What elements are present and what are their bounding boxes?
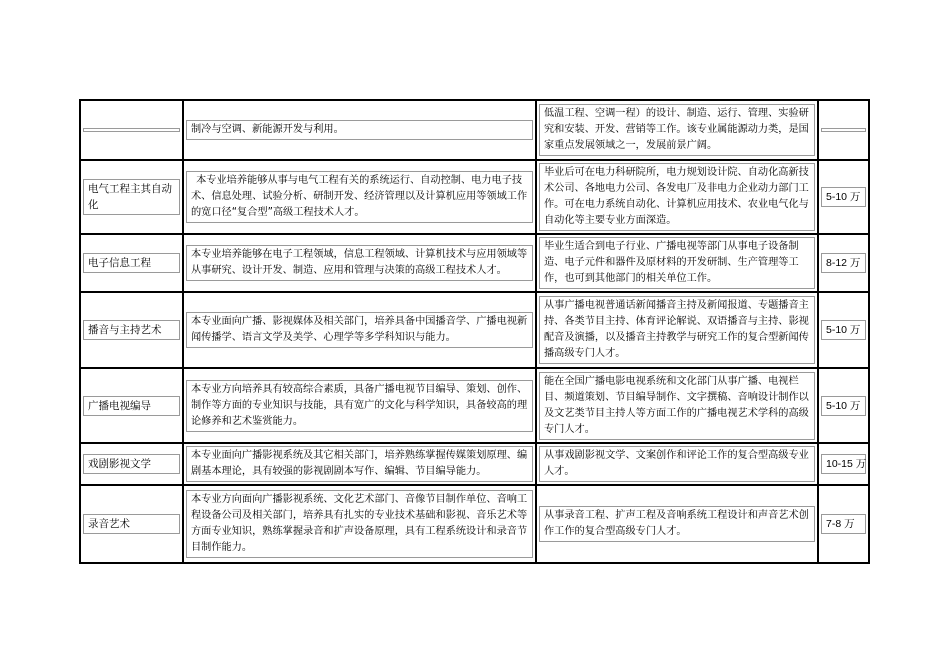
job-text: 从事录音工程、扩声工程及音响系统工程设计和声音艺术创作工作的复合型高级专门人才。 bbox=[544, 510, 809, 537]
salary-text: 8-12 万 bbox=[826, 257, 861, 269]
goal-text: 本专业培养能够在电子工程领域，信息工程领域、计算机技术与应用领域等从事研究、设计开发、制造、应用和管理与决策的高级工程技术人才。 bbox=[191, 249, 528, 276]
table-row bbox=[81, 444, 870, 486]
major-name-cell bbox=[81, 444, 184, 486]
salary-text: 7-8 万 bbox=[826, 518, 855, 530]
salary-text: 5-10 万 bbox=[826, 399, 861, 412]
table-row bbox=[81, 235, 870, 293]
goal-cell bbox=[184, 369, 537, 444]
job-text: 能在全国广播电影电视系统和文化部门从事广播、电视栏目、频道策划、节目编导制作、文字撰稿、音响设计制作以及文艺类节目主持人等方面工作的广播电视艺术学科的高级专门人才。 bbox=[544, 375, 809, 435]
major-name: 录音艺术 bbox=[88, 518, 130, 530]
goal-cell bbox=[184, 486, 537, 564]
goal-cell bbox=[184, 444, 537, 486]
goal-cell bbox=[184, 293, 537, 369]
job-cell bbox=[537, 293, 819, 369]
job-cell bbox=[537, 369, 819, 444]
table-row bbox=[81, 486, 870, 564]
major-name-cell bbox=[81, 235, 184, 293]
table-row bbox=[81, 101, 870, 161]
major-name: 电子信息工程 bbox=[88, 257, 151, 269]
job-cell bbox=[537, 161, 819, 235]
goal-text: 本专业方向面向广播影视系统、文化艺术部门、音像节目制作单位、音响工程设备公司及相关部门，培养具有扎实的专业技术基础和影视、音乐艺术等方面专业知识，熟练掌握录音和扩声设备原理，具有工程系统设计和录音节目制作能力。 bbox=[191, 494, 528, 553]
major-name-cell bbox=[81, 369, 184, 444]
major-name-cell bbox=[81, 486, 184, 564]
salary-text: 10-15 万 bbox=[826, 458, 867, 470]
salary-cell bbox=[819, 293, 870, 369]
majors-table bbox=[79, 99, 870, 564]
salary-text: 5-10 万 bbox=[826, 324, 861, 336]
goal-text: 本专业方向培养具有较高综合素质，具备广播电视节目编导、策划、创作、制作等方面的专业知识与技能，具有宽广的文化与科学知识，具备较高的理论修养和艺术鉴赏能力。 bbox=[191, 383, 528, 427]
salary-cell bbox=[819, 486, 870, 564]
job-text: 低温工程、空调一程）的设计、制造、运行、管理、实验研究和安装、开发、营销等工作。该专业属能源动力类，是国家重点发展领域之一，发展前景广阔。 bbox=[544, 108, 809, 151]
major-name: 广播电视编导 bbox=[88, 399, 151, 412]
job-cell bbox=[537, 235, 819, 293]
job-cell bbox=[537, 444, 819, 486]
salary-cell bbox=[819, 235, 870, 293]
table-row bbox=[81, 161, 870, 235]
salary-cell bbox=[819, 444, 870, 486]
goal-cell bbox=[184, 161, 537, 235]
goal-cell bbox=[184, 235, 537, 293]
major-name: 电气工程主其自动化 bbox=[88, 183, 172, 211]
salary-cell bbox=[819, 369, 870, 444]
goal-text: 本专业面向广播影视系统及其它相关部门，培养熟练掌握传媒策划原理、编剧基本理论，具有较强的影视剧剧本写作、编辑、节目编导能力。 bbox=[191, 450, 528, 477]
major-name: 播音与主持艺术 bbox=[88, 324, 162, 336]
goal-cell bbox=[184, 101, 537, 161]
salary-cell bbox=[819, 101, 870, 161]
goal-text: 本专业培养能够从事与电气工程有关的系统运行、自动控制、电力电子技术、信息处理、试验分析、研制开发、经济管理以及计算机应用等领域工作的宽口径“复合型”高级工程技术人才。 bbox=[191, 175, 528, 218]
major-name-cell bbox=[81, 293, 184, 369]
job-text: 从事广播电视普通话新闻播音主持及新闻报道、专题播音主持、各类节目主持、体育评论解说、双语播音与主持、影视配音及演播，以及播音主持教学与研究工作的复合型新闻传播高级专门人才。 bbox=[544, 300, 809, 359]
salary-cell bbox=[819, 161, 870, 235]
job-text: 毕业后可在电力科研院所，电力规划设计院、自动化高新技术公司、各地电力公司、各发电厂及非电力企业动力部门工作。可在电力系统自动化、计算机应用技术、农业电气化与自动化等主要专业方面深造。 bbox=[544, 167, 809, 226]
salary-text: 5-10 万 bbox=[826, 191, 861, 203]
goal-text: 制冷与空调、新能源开发与利用。 bbox=[191, 124, 344, 135]
job-cell bbox=[537, 101, 819, 161]
job-text: 从事戏剧影视文学、文案创作和评论工作的复合型高级专业人才。 bbox=[544, 450, 809, 477]
major-name-cell bbox=[81, 161, 184, 235]
major-name-cell bbox=[81, 101, 184, 161]
goal-text: 本专业面向广播、影视媒体及相关部门，培养具备中国播音学、广播电视新闻传播学、语言文学及美学、心理学等多学科知识与能力。 bbox=[191, 316, 528, 343]
job-text: 毕业生适合到电子行业、广播电视等部门从事电子设备制造、电子元件和器件及原材料的开发研制、生产管理等工作，也可到其他部门的相关单位工作。 bbox=[544, 241, 799, 284]
table-row bbox=[81, 293, 870, 369]
table-row bbox=[81, 369, 870, 444]
major-name: 戏剧影视文学 bbox=[88, 458, 151, 470]
job-cell bbox=[537, 486, 819, 564]
